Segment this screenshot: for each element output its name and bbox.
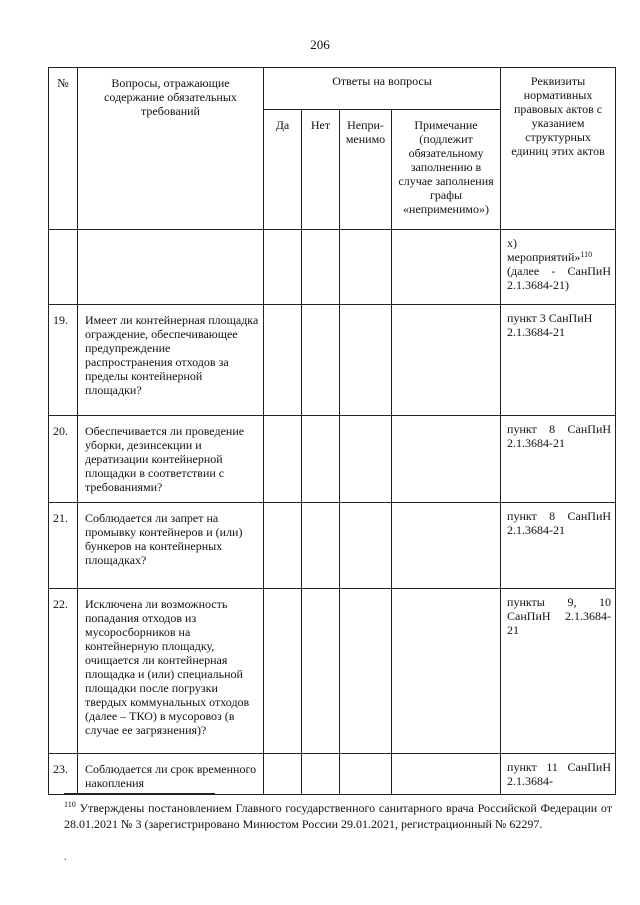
cell-note [392, 230, 501, 305]
header-answers: Ответы на вопросы [264, 68, 501, 110]
cell-yes [264, 305, 302, 416]
cell-question: Соблюдается ли срок временного накопления [78, 754, 264, 795]
header-references: Реквизиты нормативных правовых актов с указанием структурных единиц этих актов [501, 68, 616, 230]
checklist-table [48, 67, 616, 795]
footnote-text: Утверждены постановлением Главного государственного санитарного врача Российской Федерации от 28.01.2021 № 3 (зарегистрировано Минюстом России 29.01.2021, регистрационный № 62297. [64, 801, 612, 831]
header-yes: Да [264, 110, 302, 230]
header-note: Примечание (подлежит обязательному заполнению в случае заполнения графы «неприменимо») [392, 110, 501, 230]
table-row [49, 305, 616, 416]
cell-note [392, 503, 501, 589]
cell-not-applicable [340, 754, 392, 795]
cell-question: Обеспечивается ли проведение уборки, дезинсекции и дератизации контейнерной площадки в соответствии с требованиями? [78, 416, 264, 503]
cell-note [392, 754, 501, 795]
table-row [49, 503, 616, 589]
header-not-applicable: Непри-менимо [340, 110, 392, 230]
table-row [49, 589, 616, 754]
table-row [49, 416, 616, 503]
cell-yes [264, 503, 302, 589]
cell-no [302, 230, 340, 305]
cell-reference: пункт 3 СанПиН 2.1.3684-21 [501, 305, 616, 416]
footnote-separator [64, 793, 215, 794]
header-number: № [49, 68, 78, 230]
cell-no [302, 416, 340, 503]
footnote-ref-mark: 110 [580, 250, 593, 259]
cell-no [302, 305, 340, 416]
footnote [64, 800, 612, 832]
cell-reference: пункт 8 СанПиН 2.1.3684-21 [501, 503, 616, 589]
cell-note [392, 416, 501, 503]
cell-number: 19. [49, 305, 78, 416]
header-no: Нет [302, 110, 340, 230]
cell-not-applicable [340, 416, 392, 503]
cell-reference [501, 230, 616, 305]
cell-not-applicable [340, 305, 392, 416]
cell-reference: пункт 11 СанПиН 2.1.3684- [501, 754, 616, 795]
cell-no [302, 503, 340, 589]
cell-yes [264, 416, 302, 503]
cell-note [392, 589, 501, 754]
cell-question [78, 230, 264, 305]
cell-reference: пункт 8 СанПиН 2.1.3684-21 [501, 416, 616, 503]
page-number: 206 [310, 37, 330, 52]
header-questions: Вопросы, отражающие содержание обязательных требований [78, 68, 264, 230]
reference-line: х) [507, 236, 518, 250]
cell-question: Соблюдается ли запрет на промывку контейнеров и (или) бункеров на контейнерных площадках? [78, 503, 264, 589]
cell-yes [264, 230, 302, 305]
cell-reference: пункты 9, 10 СанПиН 2.1.3684-21 [501, 589, 616, 754]
table-row [49, 754, 616, 795]
cell-yes [264, 589, 302, 754]
reference-line: мероприятий» [507, 250, 581, 264]
cell-no [302, 754, 340, 795]
cell-number: 23. [49, 754, 78, 795]
cell-no [302, 589, 340, 754]
cell-yes [264, 754, 302, 795]
footnote-mark: 110 [64, 800, 76, 809]
table-row-continuation [49, 230, 616, 305]
cell-number: 22. [49, 589, 78, 754]
cell-question: Имеет ли контейнерная площадка ограждение, обеспечивающее предупреждение распространения отходов за пределы контейнерной площадки? [78, 305, 264, 416]
cell-question: Исключена ли возможность попадания отходов из мусоросборников на контейнерную площадку, очищается ли контейнерная площадка и (или) специальной площадки после погрузки твердых коммунальных отходов (далее – ТКО) в мусоровоз (в случае ее загрязнения)? [78, 589, 264, 754]
reference-line: (далее - СанПиН 2.1.3684-21) [507, 264, 612, 292]
cell-note [392, 305, 501, 416]
cell-not-applicable [340, 230, 392, 305]
stray-dot: . [64, 852, 67, 863]
cell-number: 20. [49, 416, 78, 503]
cell-not-applicable [340, 589, 392, 754]
cell-number: 21. [49, 503, 78, 589]
cell-number [49, 230, 78, 305]
cell-not-applicable [340, 503, 392, 589]
